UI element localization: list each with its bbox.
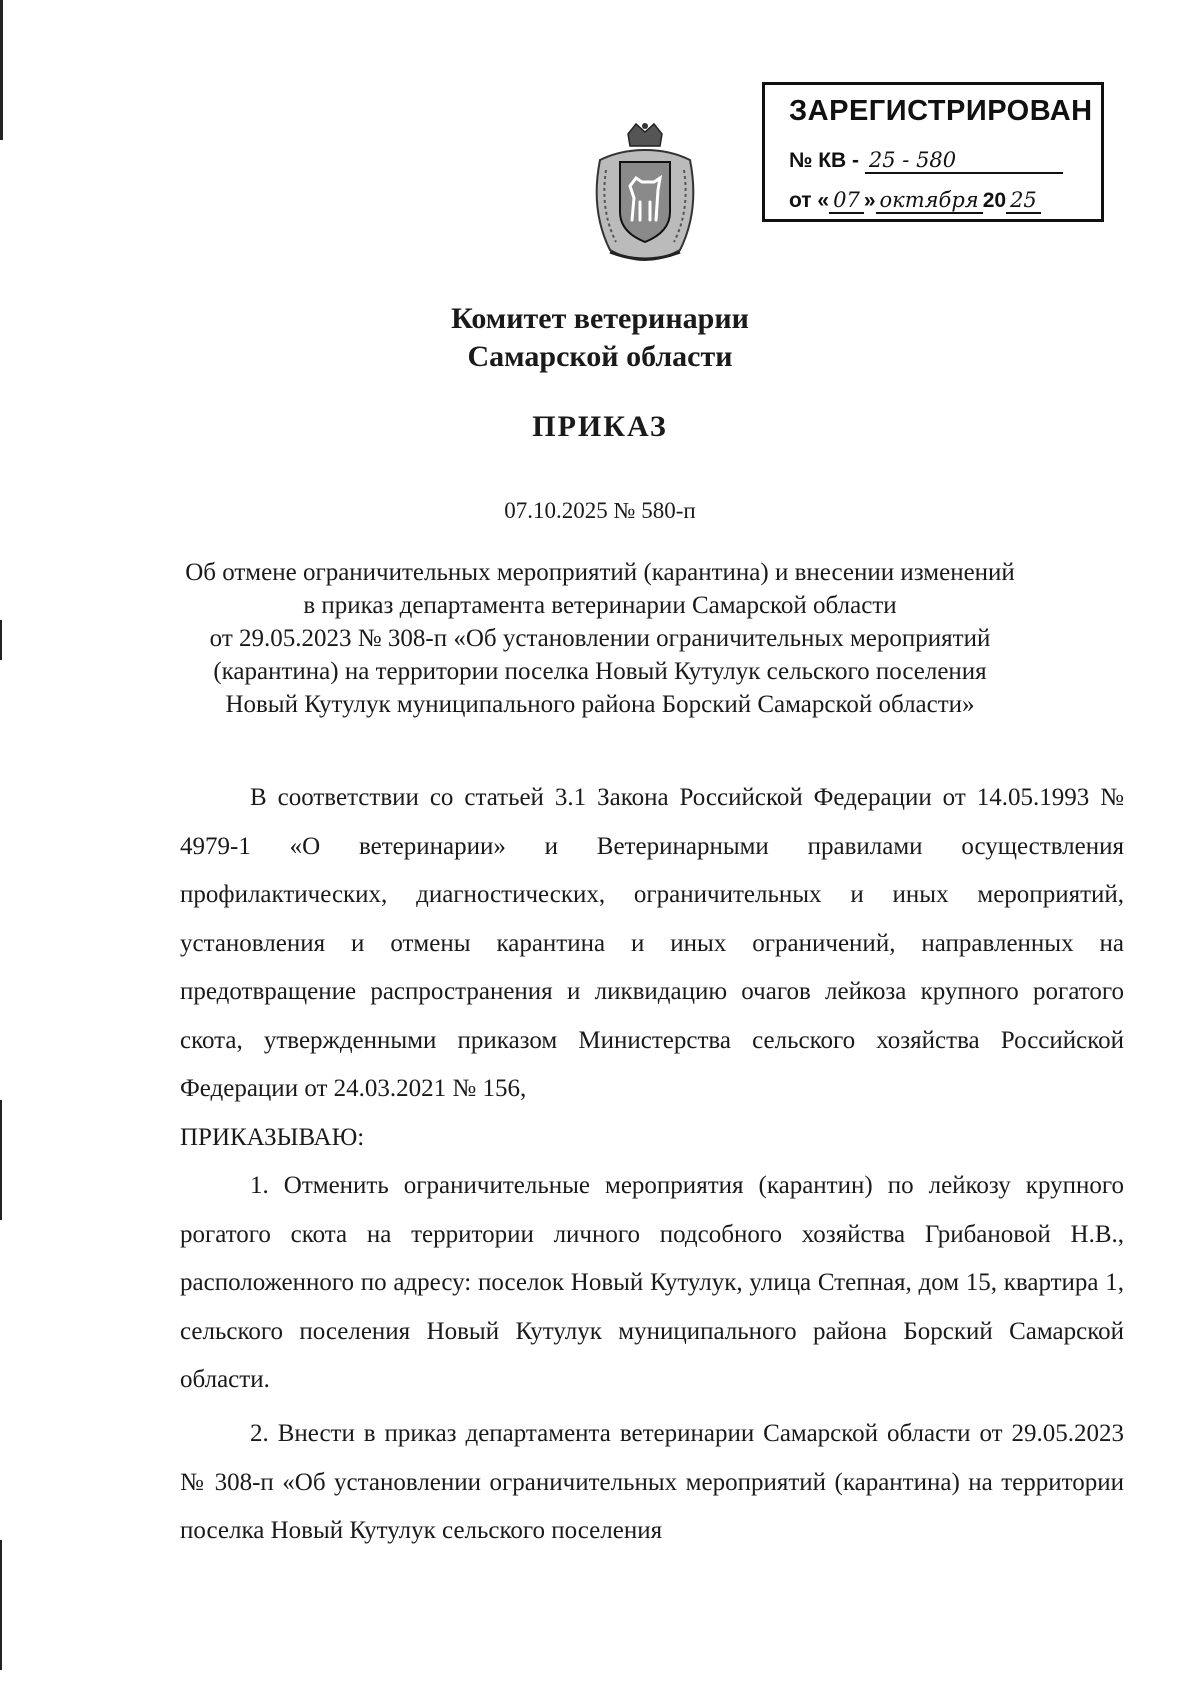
document-body xyxy=(180,774,1124,1405)
stamp-date-year-prefix: 20 xyxy=(982,189,1007,212)
document-body-continued xyxy=(180,1410,1124,1556)
order-item-2: 2. Внести в приказ департамента ветеринарии Самарской области от 29.05.2023 № 308-п «Об установлении ограничительных мероприятий (карантина) на территории поселка Новый Кутулук сельского поселения xyxy=(180,1420,1124,1544)
org-line-2: Самарской области xyxy=(467,340,733,373)
preamble-paragraph: В соответствии со статьей 3.1 Закона Российской Федерации от 14.05.1993 № 4979-1 «О ветеринарии» и Ветеринарными правилами осуществления профилактических, диагностических, ограничительных и иных мероприятий, установления и отмены карантина и иных ограничений, направленных на предотвращение распространения и ликвидацию очагов лейкоза крупного рогатого скота, утвержденными приказом Министерства сельского хозяйства Российской Федерации от 24.03.2021 № 156, xyxy=(180,784,1124,1102)
coat-of-arms-icon xyxy=(570,120,720,270)
order-word: ПРИКАЗЫВАЮ: xyxy=(180,1123,365,1151)
subject-line: от 29.05.2023 № 308-п «Об установлении ограничительных мероприятий xyxy=(209,625,991,652)
subject-line: (карантина) на территории поселка Новый Кутулук сельского поселения xyxy=(213,658,987,685)
stamp-date-month: октября xyxy=(876,188,983,214)
subject-line: Об отмене ограничительных мероприятий (карантина) и внесении изменений xyxy=(185,559,1015,586)
order-item-1: 1. Отменить ограничительные мероприятия (карантин) по лейкозу крупного рогатого скота на территории личного подсобного хозяйства Грибановой Н.В., расположенного по адресу: поселок Новый Кутулук, улица Степная, дом 15, квартира 1, сельского поселения Новый Кутулук муниципального района Борский Самарской области. xyxy=(180,1172,1124,1393)
org-line-1: Комитет ветеринарии xyxy=(451,302,749,335)
registration-stamp xyxy=(762,82,1104,222)
scan-edge-mark xyxy=(0,1540,2,1670)
document-date-number: 07.10.2025 № 580-п xyxy=(504,498,696,523)
scan-edge-mark xyxy=(0,0,3,140)
stamp-number-value: 25 - 580 xyxy=(865,148,1063,174)
scan-edge-mark xyxy=(0,1100,2,1220)
subject-line: в приказ департамента ветеринарии Самарской области xyxy=(303,592,897,619)
document-type: ПРИКАЗ xyxy=(532,410,668,443)
organization-name xyxy=(0,300,1200,376)
stamp-date-year: 25 xyxy=(1006,188,1041,214)
stamp-date-line xyxy=(789,188,1041,214)
stamp-date-sep: » xyxy=(863,189,876,212)
stamp-number-prefix: № КВ - xyxy=(789,149,860,172)
stamp-number-line xyxy=(789,148,1063,174)
subject-line: Новый Кутулук муниципального района Борский Самарской области» xyxy=(225,691,975,718)
stamp-title: ЗАРЕГИСТРИРОВАН xyxy=(789,95,1093,127)
stamp-date-day: 07 xyxy=(829,188,864,214)
document-subject xyxy=(0,556,1200,721)
stamp-date-prefix: от « xyxy=(789,189,830,212)
